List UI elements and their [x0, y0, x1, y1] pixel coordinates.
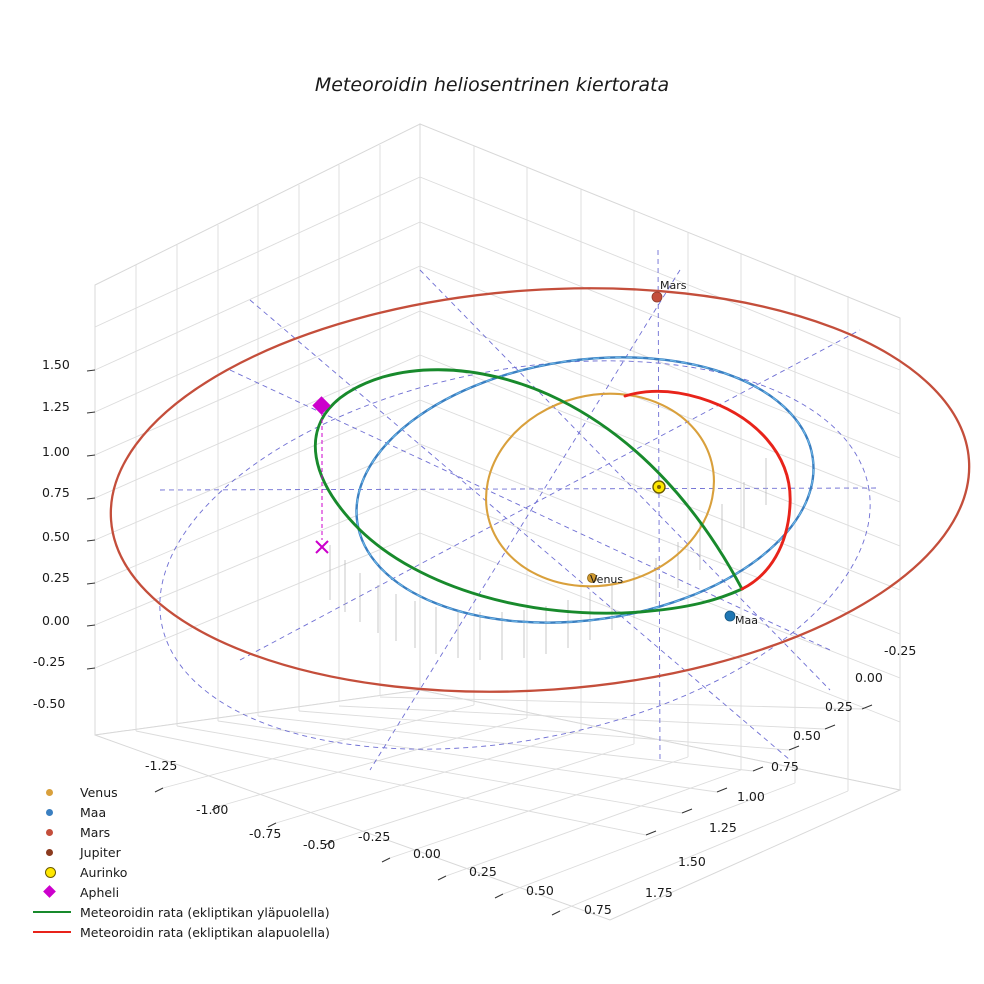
legend-item-maa[interactable] — [30, 802, 360, 822]
y-tick: 1.50 — [678, 854, 706, 869]
legend-item-jupiter[interactable] — [30, 842, 360, 862]
legend-line-green — [30, 905, 74, 919]
legend-marker-aurinko — [30, 865, 74, 879]
legend-item-mars[interactable] — [30, 822, 360, 842]
x-tick: 0.75 — [584, 902, 612, 917]
z-tick: 1.50 — [42, 357, 70, 372]
z-tick: -0.25 — [33, 654, 66, 669]
y-tick: 1.00 — [737, 789, 765, 804]
legend-item-aurinko[interactable] — [30, 862, 360, 882]
annotation-mars: Mars — [660, 279, 687, 292]
legend-label: Maa — [80, 804, 107, 820]
z-tick: 0.00 — [42, 613, 70, 628]
z-tick: 0.75 — [42, 485, 70, 500]
legend-label: Meteoroidin rata (ekliptikan yläpuolella) — [80, 904, 330, 920]
legend-marker-venus — [30, 785, 74, 799]
legend-label: Venus — [80, 784, 118, 800]
y-tick: 0.75 — [771, 759, 799, 774]
x-tick: -0.25 — [358, 829, 391, 844]
x-tick: -1.25 — [145, 758, 178, 773]
x-tick: 0.00 — [413, 846, 441, 861]
y-tick: 1.75 — [645, 885, 673, 900]
z-tick: 0.50 — [42, 529, 70, 544]
chart-legend — [30, 782, 360, 942]
y-tick-labels — [645, 643, 916, 900]
z-tick: -0.50 — [33, 696, 66, 711]
y-tick: 0.25 — [825, 699, 853, 714]
x-tick: -1.00 — [196, 802, 229, 817]
x-tick: -0.75 — [249, 826, 282, 841]
legend-label: Jupiter — [80, 844, 121, 860]
legend-item-meteoroid-below[interactable] — [30, 922, 360, 942]
legend-marker-jupiter — [30, 845, 74, 859]
z-tick: 1.00 — [42, 444, 70, 459]
z-tick: 0.25 — [42, 570, 70, 585]
legend-item-meteoroid-above[interactable] — [30, 902, 360, 922]
x-tick: 0.25 — [469, 864, 497, 879]
annotation-maa: Maa — [735, 614, 758, 627]
legend-marker-mars — [30, 825, 74, 839]
legend-marker-maa — [30, 805, 74, 819]
x-tick: 0.50 — [526, 883, 554, 898]
y-tick: 0.00 — [855, 670, 883, 685]
legend-label: Aurinko — [80, 864, 128, 880]
legend-item-apheli[interactable] — [30, 882, 360, 902]
y-tick: -0.25 — [884, 643, 917, 658]
page-title: Meteoroidin heliosentrinen kiertorata — [314, 74, 670, 96]
legend-label: Mars — [80, 824, 111, 840]
legend-label: Apheli — [80, 884, 120, 900]
z-tick-labels — [33, 357, 70, 711]
x-tick: -0.50 — [303, 837, 336, 852]
z-tick: 1.25 — [42, 399, 70, 414]
y-tick: 1.25 — [709, 820, 737, 835]
legend-marker-apheli — [30, 885, 74, 899]
point-annotations — [590, 279, 758, 627]
annotation-venus: Venus — [590, 573, 624, 586]
legend-label: Meteoroidin rata (ekliptikan alapuolella) — [80, 924, 330, 940]
legend-item-venus[interactable] — [30, 782, 360, 802]
legend-line-red — [30, 925, 74, 939]
y-tick: 0.50 — [793, 728, 821, 743]
